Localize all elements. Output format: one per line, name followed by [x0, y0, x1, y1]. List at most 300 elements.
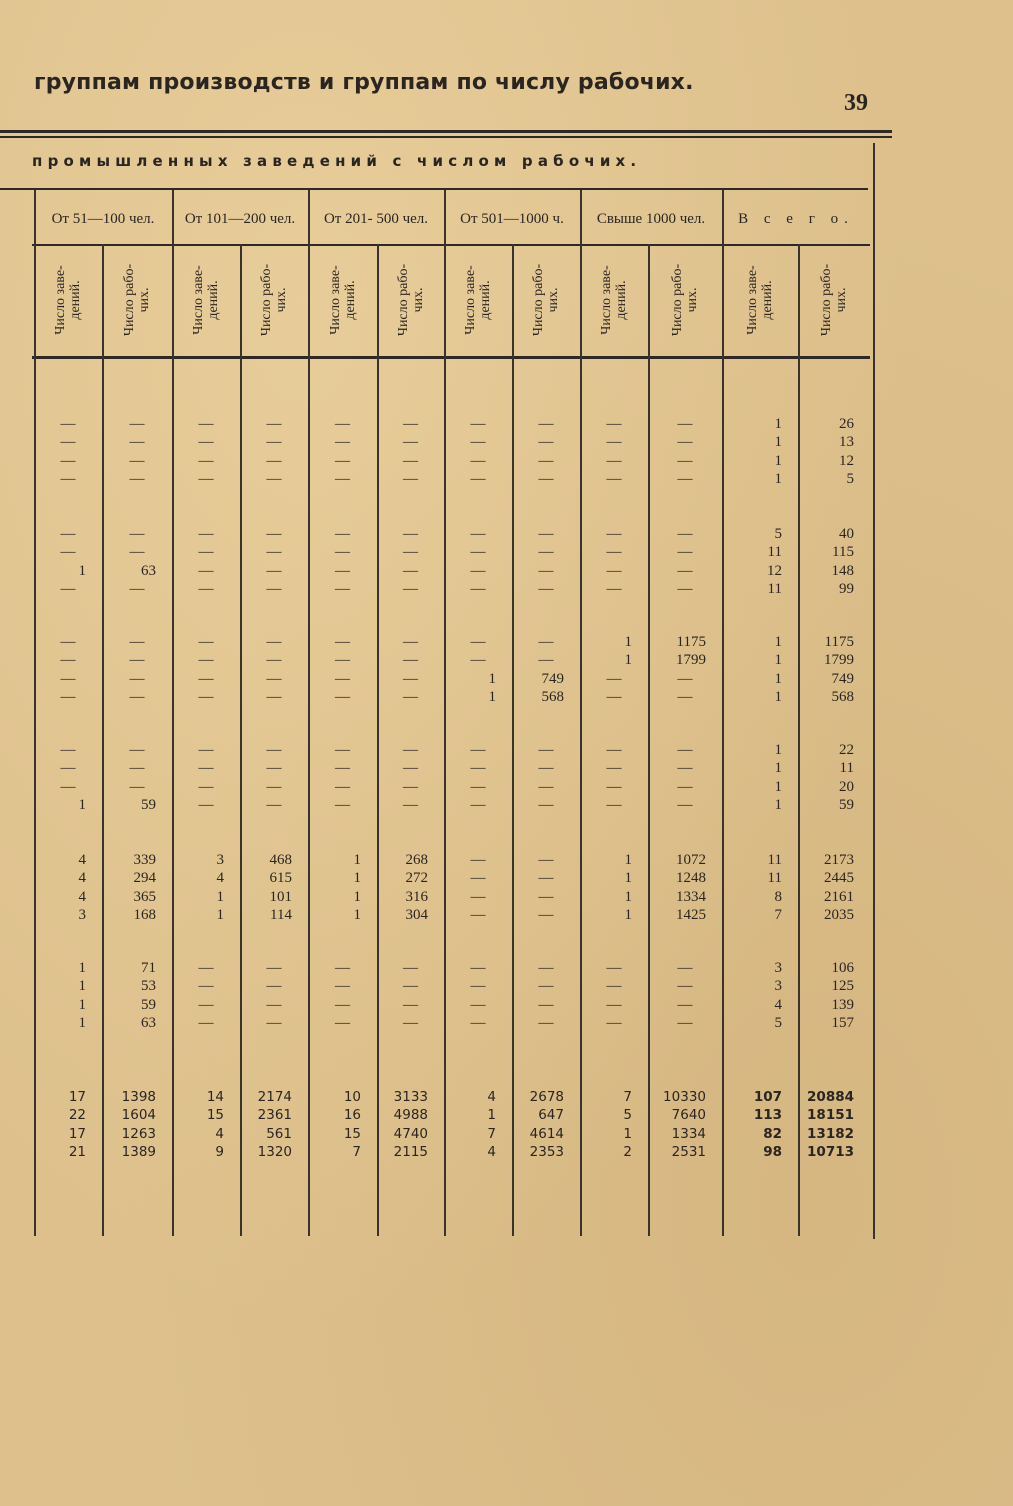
- table-cell: 268: [405, 852, 428, 868]
- table-cell: —: [198, 689, 214, 706]
- table-cell: —: [403, 652, 418, 669]
- table-cell: —: [198, 526, 214, 542]
- table-cell: 1334: [676, 888, 706, 905]
- table-cell: 101: [269, 888, 292, 905]
- table-cell: 2: [623, 1144, 632, 1161]
- table-cell: 59: [839, 797, 854, 814]
- table-cell: —: [403, 960, 418, 976]
- table-cell: 1389: [121, 1144, 156, 1161]
- table-cell: 2115: [393, 1144, 428, 1161]
- table-cell: 7: [774, 907, 782, 924]
- column-group-header: В с е г о.: [738, 211, 854, 227]
- table-cell: 22: [839, 742, 854, 758]
- table-cell: —: [470, 434, 486, 451]
- table-cell: —: [606, 670, 622, 687]
- running-head: группам производств и группам по числу рабочих.: [34, 70, 694, 95]
- table-cell: 7: [352, 1144, 361, 1161]
- table-cell: 294: [133, 870, 156, 887]
- table-cell: —: [129, 652, 145, 669]
- table-cell: 63: [141, 1015, 156, 1032]
- table-cell: —: [266, 670, 282, 687]
- table-cell: 1: [487, 1107, 496, 1124]
- table-cell: 148: [831, 562, 854, 579]
- table-cell: 114: [270, 907, 292, 924]
- table-cell: 11: [767, 544, 782, 561]
- table-cell: —: [470, 416, 486, 432]
- table-cell: 4740: [393, 1125, 428, 1142]
- table-cell: —: [198, 471, 214, 488]
- column-line: [444, 190, 446, 1236]
- table-cell: 1320: [257, 1144, 292, 1161]
- table-cell: 1: [624, 907, 632, 924]
- table-cell: —: [403, 689, 418, 706]
- table-cell: 1: [774, 797, 782, 814]
- table-cell: 2161: [824, 888, 854, 905]
- table-cell: —: [403, 797, 418, 814]
- table-cell: —: [266, 434, 282, 451]
- table-cell: 10330: [663, 1089, 706, 1105]
- table-cell: 11: [767, 852, 782, 868]
- table-cell: —: [677, 452, 693, 469]
- sub-header-label: Число рабо- чих.: [819, 263, 849, 337]
- table-cell: —: [538, 416, 554, 432]
- table-cell: 1: [774, 416, 782, 432]
- table-cell: 4988: [393, 1107, 428, 1124]
- group-header-rule: [32, 244, 870, 246]
- table-cell: —: [129, 760, 145, 777]
- table-cell: 1: [216, 907, 224, 924]
- table-cell: 1: [78, 562, 86, 579]
- table-cell: —: [538, 742, 554, 758]
- sub-header-label: Число рабо- чих.: [395, 263, 426, 337]
- table-cell: 4: [78, 870, 86, 887]
- table-cell: 82: [763, 1125, 782, 1142]
- table-cell: 1: [353, 907, 361, 924]
- table-cell: 1: [78, 797, 86, 814]
- table-cell: —: [470, 544, 486, 561]
- table-cell: —: [403, 760, 418, 777]
- table-cell: —: [129, 471, 145, 488]
- table-cell: —: [470, 778, 486, 795]
- table-cell: —: [403, 1015, 418, 1032]
- sub-header-establishments: [175, 250, 237, 350]
- table-cell: —: [266, 562, 282, 579]
- table-cell: 1: [624, 888, 632, 905]
- column-line: [580, 190, 582, 1236]
- table-cell: 11: [839, 760, 854, 777]
- table-cell: 1: [774, 452, 782, 469]
- table-cell: —: [335, 670, 350, 687]
- table-cell: —: [335, 689, 350, 706]
- table-cell: 1175: [824, 634, 854, 650]
- table-cell: 21: [68, 1144, 86, 1161]
- table-cell: 1: [774, 778, 782, 795]
- table-cell: —: [198, 544, 214, 561]
- title-underline: [0, 188, 868, 190]
- table-cell: —: [198, 742, 214, 758]
- table-cell: 1: [353, 870, 361, 887]
- table-cell: 1: [78, 978, 86, 995]
- table-cell: 5: [846, 471, 854, 488]
- table-cell: —: [538, 634, 554, 650]
- table-cell: 4: [487, 1144, 496, 1161]
- sub-header-label: Число заве- дений.: [327, 265, 358, 335]
- table-cell: 14: [206, 1089, 224, 1105]
- table-cell: 1: [78, 996, 86, 1013]
- table-cell: —: [129, 434, 145, 451]
- table-cell: —: [335, 742, 350, 758]
- table-cell: 1: [624, 652, 632, 669]
- table-cell: —: [606, 416, 622, 432]
- sub-header-label: Число заве- дений.: [53, 265, 83, 335]
- table-cell: —: [403, 581, 418, 598]
- table-cell: 316: [405, 888, 428, 905]
- sub-header-label: Число заве- дений.: [463, 265, 493, 335]
- table-cell: —: [403, 996, 418, 1013]
- table-cell: —: [266, 471, 282, 488]
- table-cell: 115: [832, 544, 854, 561]
- table-cell: —: [198, 670, 214, 687]
- table-cell: 1334: [671, 1125, 706, 1142]
- table-cell: —: [403, 526, 418, 542]
- table-cell: —: [129, 581, 145, 598]
- table-cell: 2174: [257, 1089, 292, 1105]
- table-cell: 1: [78, 960, 86, 976]
- table-cell: —: [335, 797, 350, 814]
- table-cell: 1: [623, 1125, 632, 1142]
- table-cell: 71: [141, 960, 156, 976]
- table-cell: —: [470, 907, 486, 924]
- table-cell: 1425: [676, 907, 706, 924]
- table-cell: 22: [68, 1107, 86, 1124]
- table-cell: —: [335, 978, 350, 995]
- table-cell: —: [403, 634, 418, 650]
- table-cell: —: [677, 562, 693, 579]
- table-cell: 1: [624, 852, 632, 868]
- table-cell: —: [335, 996, 350, 1013]
- table-right-border: [873, 143, 875, 1239]
- table-cell: —: [606, 996, 622, 1013]
- table-cell: 59: [141, 996, 156, 1013]
- table-cell: —: [677, 689, 693, 706]
- table-cell: —: [266, 760, 282, 777]
- table-cell: —: [266, 960, 282, 976]
- table-cell: 1: [774, 634, 782, 650]
- table-cell: —: [266, 416, 282, 432]
- table-cell: 1248: [676, 870, 706, 887]
- table-cell: —: [538, 778, 554, 795]
- table-cell: 5: [774, 1015, 782, 1032]
- table-cell: —: [403, 978, 418, 995]
- table-cell: —: [198, 778, 214, 795]
- table-cell: —: [470, 852, 486, 868]
- table-cell: —: [266, 544, 282, 561]
- table-cell: 1: [353, 888, 361, 905]
- table-cell: 168: [133, 907, 156, 924]
- table-cell: 272: [405, 870, 428, 887]
- table-cell: 1: [488, 689, 496, 706]
- table-cell: 647: [538, 1107, 564, 1124]
- table-cell: —: [606, 778, 622, 795]
- table-cell: —: [606, 544, 622, 561]
- table-cell: —: [198, 760, 214, 777]
- table-cell: —: [403, 778, 418, 795]
- table-cell: —: [606, 960, 622, 976]
- table-cell: —: [470, 581, 486, 598]
- table-cell: 8: [774, 888, 782, 905]
- table-cell: —: [403, 670, 418, 687]
- table-cell: 7: [623, 1089, 632, 1105]
- table-cell: —: [335, 526, 350, 542]
- table-cell: —: [129, 452, 145, 469]
- table-cell: —: [606, 742, 622, 758]
- table-cell: —: [198, 652, 214, 669]
- table-cell: —: [470, 1015, 486, 1032]
- table-cell: —: [129, 416, 145, 432]
- table-cell: 1398: [121, 1089, 156, 1105]
- table-cell: 1: [774, 471, 782, 488]
- table-cell: 5: [774, 526, 782, 542]
- table-cell: 10: [343, 1089, 361, 1105]
- table-cell: —: [470, 760, 486, 777]
- table-cell: 3133: [393, 1089, 428, 1105]
- table-cell: —: [538, 996, 554, 1013]
- table-cell: 63: [141, 562, 156, 579]
- table-cell: 1: [624, 634, 632, 650]
- table-cell: —: [335, 652, 350, 669]
- table-cell: 10713: [807, 1144, 854, 1161]
- table-cell: —: [470, 870, 486, 887]
- table-cell: —: [606, 581, 622, 598]
- table-cell: —: [677, 416, 693, 432]
- table-cell: 1604: [121, 1107, 156, 1124]
- table-cell: —: [335, 1015, 350, 1032]
- table-cell: —: [403, 416, 418, 432]
- table-cell: —: [403, 452, 418, 469]
- table-cell: —: [677, 996, 693, 1013]
- table-cell: 4: [487, 1089, 496, 1105]
- column-group-header: От 101—200 чел.: [184, 211, 296, 227]
- table-cell: —: [606, 978, 622, 995]
- table-cell: 615: [269, 870, 292, 887]
- table-cell: 9: [215, 1144, 224, 1161]
- table-cell: —: [538, 760, 554, 777]
- table-cell: 561: [266, 1125, 292, 1142]
- table-cell: —: [606, 689, 622, 706]
- table-cell: 2678: [529, 1089, 564, 1105]
- table-cell: 339: [133, 852, 156, 868]
- table-cell: 12: [839, 452, 854, 469]
- table-cell: —: [266, 978, 282, 995]
- table-cell: 1175: [676, 634, 706, 650]
- table-cell: 157: [831, 1015, 854, 1032]
- sub-header-workers: [243, 250, 305, 350]
- table-cell: 2353: [529, 1144, 564, 1161]
- table-cell: 1: [488, 670, 496, 687]
- table-cell: —: [335, 760, 350, 777]
- table-cell: 20: [839, 778, 854, 795]
- sub-header-label: Число рабо- чих.: [670, 263, 700, 337]
- table-cell: —: [335, 960, 350, 976]
- column-line: [308, 190, 310, 1236]
- sub-header-label: Число рабо- чих.: [259, 263, 289, 337]
- table-cell: 3: [216, 852, 224, 868]
- table-cell: —: [470, 471, 486, 488]
- table-cell: —: [266, 526, 282, 542]
- table-cell: —: [60, 526, 76, 542]
- table-cell: 98: [763, 1144, 782, 1161]
- table-cell: 4: [216, 870, 224, 887]
- table-cell: 1: [624, 870, 632, 887]
- table-cell: —: [335, 452, 350, 469]
- sub-header-workers: [106, 250, 168, 350]
- table-cell: —: [538, 907, 554, 924]
- table-cell: —: [335, 434, 350, 451]
- table-cell: —: [538, 526, 554, 542]
- table-cell: 1263: [121, 1125, 156, 1142]
- table-cell: —: [470, 996, 486, 1013]
- table-cell: —: [403, 544, 418, 561]
- sub-header-workers: [654, 250, 716, 350]
- table-cell: —: [538, 652, 554, 669]
- table-cell: —: [60, 652, 76, 669]
- table-cell: —: [335, 544, 350, 561]
- table-cell: 2035: [824, 907, 854, 924]
- table-cell: —: [266, 634, 282, 650]
- table-cell: —: [266, 996, 282, 1013]
- table-cell: —: [129, 634, 145, 650]
- table-cell: 5: [623, 1107, 632, 1124]
- table-cell: 7: [487, 1125, 496, 1142]
- table-cell: 1: [774, 742, 782, 758]
- table-cell: 1: [774, 670, 782, 687]
- table-cell: —: [470, 562, 486, 579]
- table-cell: —: [335, 634, 350, 650]
- table-cell: —: [403, 562, 418, 579]
- table-cell: 18151: [807, 1107, 854, 1124]
- table-cell: 20884: [807, 1089, 854, 1105]
- table-cell: —: [198, 416, 214, 432]
- table-cell: —: [606, 434, 622, 451]
- column-line: [172, 190, 174, 1236]
- table-cell: —: [470, 452, 486, 469]
- table-cell: 99: [839, 581, 854, 598]
- table-cell: 125: [831, 978, 854, 995]
- table-cell: —: [538, 852, 554, 868]
- table-cell: —: [60, 670, 76, 687]
- table-cell: 1: [774, 652, 782, 669]
- table-cell: —: [129, 742, 145, 758]
- table-cell: 113: [753, 1107, 782, 1124]
- table-cell: 2361: [257, 1107, 292, 1124]
- table-cell: —: [129, 544, 145, 561]
- table-cell: —: [470, 797, 486, 814]
- table-cell: 749: [831, 670, 854, 687]
- table-cell: 2445: [824, 870, 854, 887]
- table-cell: —: [335, 471, 350, 488]
- table-cell: —: [677, 960, 693, 976]
- table-cell: 17: [68, 1089, 86, 1105]
- table-cell: —: [606, 1015, 622, 1032]
- sub-header-rule: [32, 356, 870, 359]
- table-cell: 40: [839, 526, 854, 542]
- table-cell: —: [677, 670, 693, 687]
- table-cell: —: [677, 797, 693, 814]
- table-cell: —: [60, 434, 76, 451]
- table-cell: —: [198, 581, 214, 598]
- table-cell: —: [335, 581, 350, 598]
- table-cell: —: [335, 778, 350, 795]
- table-cell: —: [60, 581, 76, 598]
- table-cell: —: [606, 760, 622, 777]
- table-cell: —: [60, 778, 76, 795]
- sub-header-establishments: [312, 250, 374, 350]
- sub-header-establishments: [729, 250, 791, 350]
- table-cell: —: [606, 562, 622, 579]
- table-cell: —: [266, 581, 282, 598]
- table-cell: —: [538, 471, 554, 488]
- table-cell: 568: [541, 689, 564, 706]
- table-cell: 4: [78, 852, 86, 868]
- table-cell: 12: [767, 562, 782, 579]
- table-cell: —: [266, 1015, 282, 1032]
- table-cell: —: [606, 526, 622, 542]
- column-group-header: От 201- 500 чел.: [323, 211, 429, 227]
- table-cell: —: [470, 978, 486, 995]
- table-cell: —: [198, 452, 214, 469]
- table-cell: —: [129, 526, 145, 542]
- sub-header-label: Число заве- дений.: [191, 265, 221, 335]
- table-cell: 59: [141, 797, 156, 814]
- table-cell: —: [60, 634, 76, 650]
- table-cell: —: [60, 689, 76, 706]
- table-cell: —: [677, 471, 693, 488]
- table-cell: 1: [774, 434, 782, 451]
- table-cell: —: [403, 742, 418, 758]
- sub-header-workers: [380, 250, 442, 350]
- table-cell: —: [606, 452, 622, 469]
- table-cell: —: [198, 996, 214, 1013]
- table-cell: —: [198, 634, 214, 650]
- table-cell: —: [677, 434, 693, 451]
- table-cell: —: [198, 797, 214, 814]
- column-group-header: От 501—1000 ч.: [460, 211, 564, 227]
- table-cell: 13: [839, 434, 854, 451]
- table-cell: —: [470, 960, 486, 976]
- table-cell: —: [198, 434, 214, 451]
- table-cell: 107: [753, 1089, 782, 1105]
- table-cell: —: [470, 888, 486, 905]
- table-cell: —: [538, 452, 554, 469]
- sub-header-label: Число заве- дений.: [745, 265, 775, 335]
- header-rule-top: [0, 130, 892, 133]
- table-cell: —: [129, 670, 145, 687]
- table-cell: 4: [774, 996, 782, 1013]
- table-cell: 1: [353, 852, 361, 868]
- table-cell: 3: [78, 907, 86, 924]
- table-cell: —: [129, 778, 145, 795]
- table-cell: —: [538, 562, 554, 579]
- table-cell: —: [266, 797, 282, 814]
- table-cell: —: [538, 870, 554, 887]
- table-cell: —: [538, 888, 554, 905]
- sub-header-establishments: [447, 250, 509, 350]
- table-cell: 15: [343, 1125, 361, 1142]
- table-cell: —: [538, 544, 554, 561]
- table-cell: —: [677, 581, 693, 598]
- table-cell: —: [677, 760, 693, 777]
- table-cell: 1: [774, 760, 782, 777]
